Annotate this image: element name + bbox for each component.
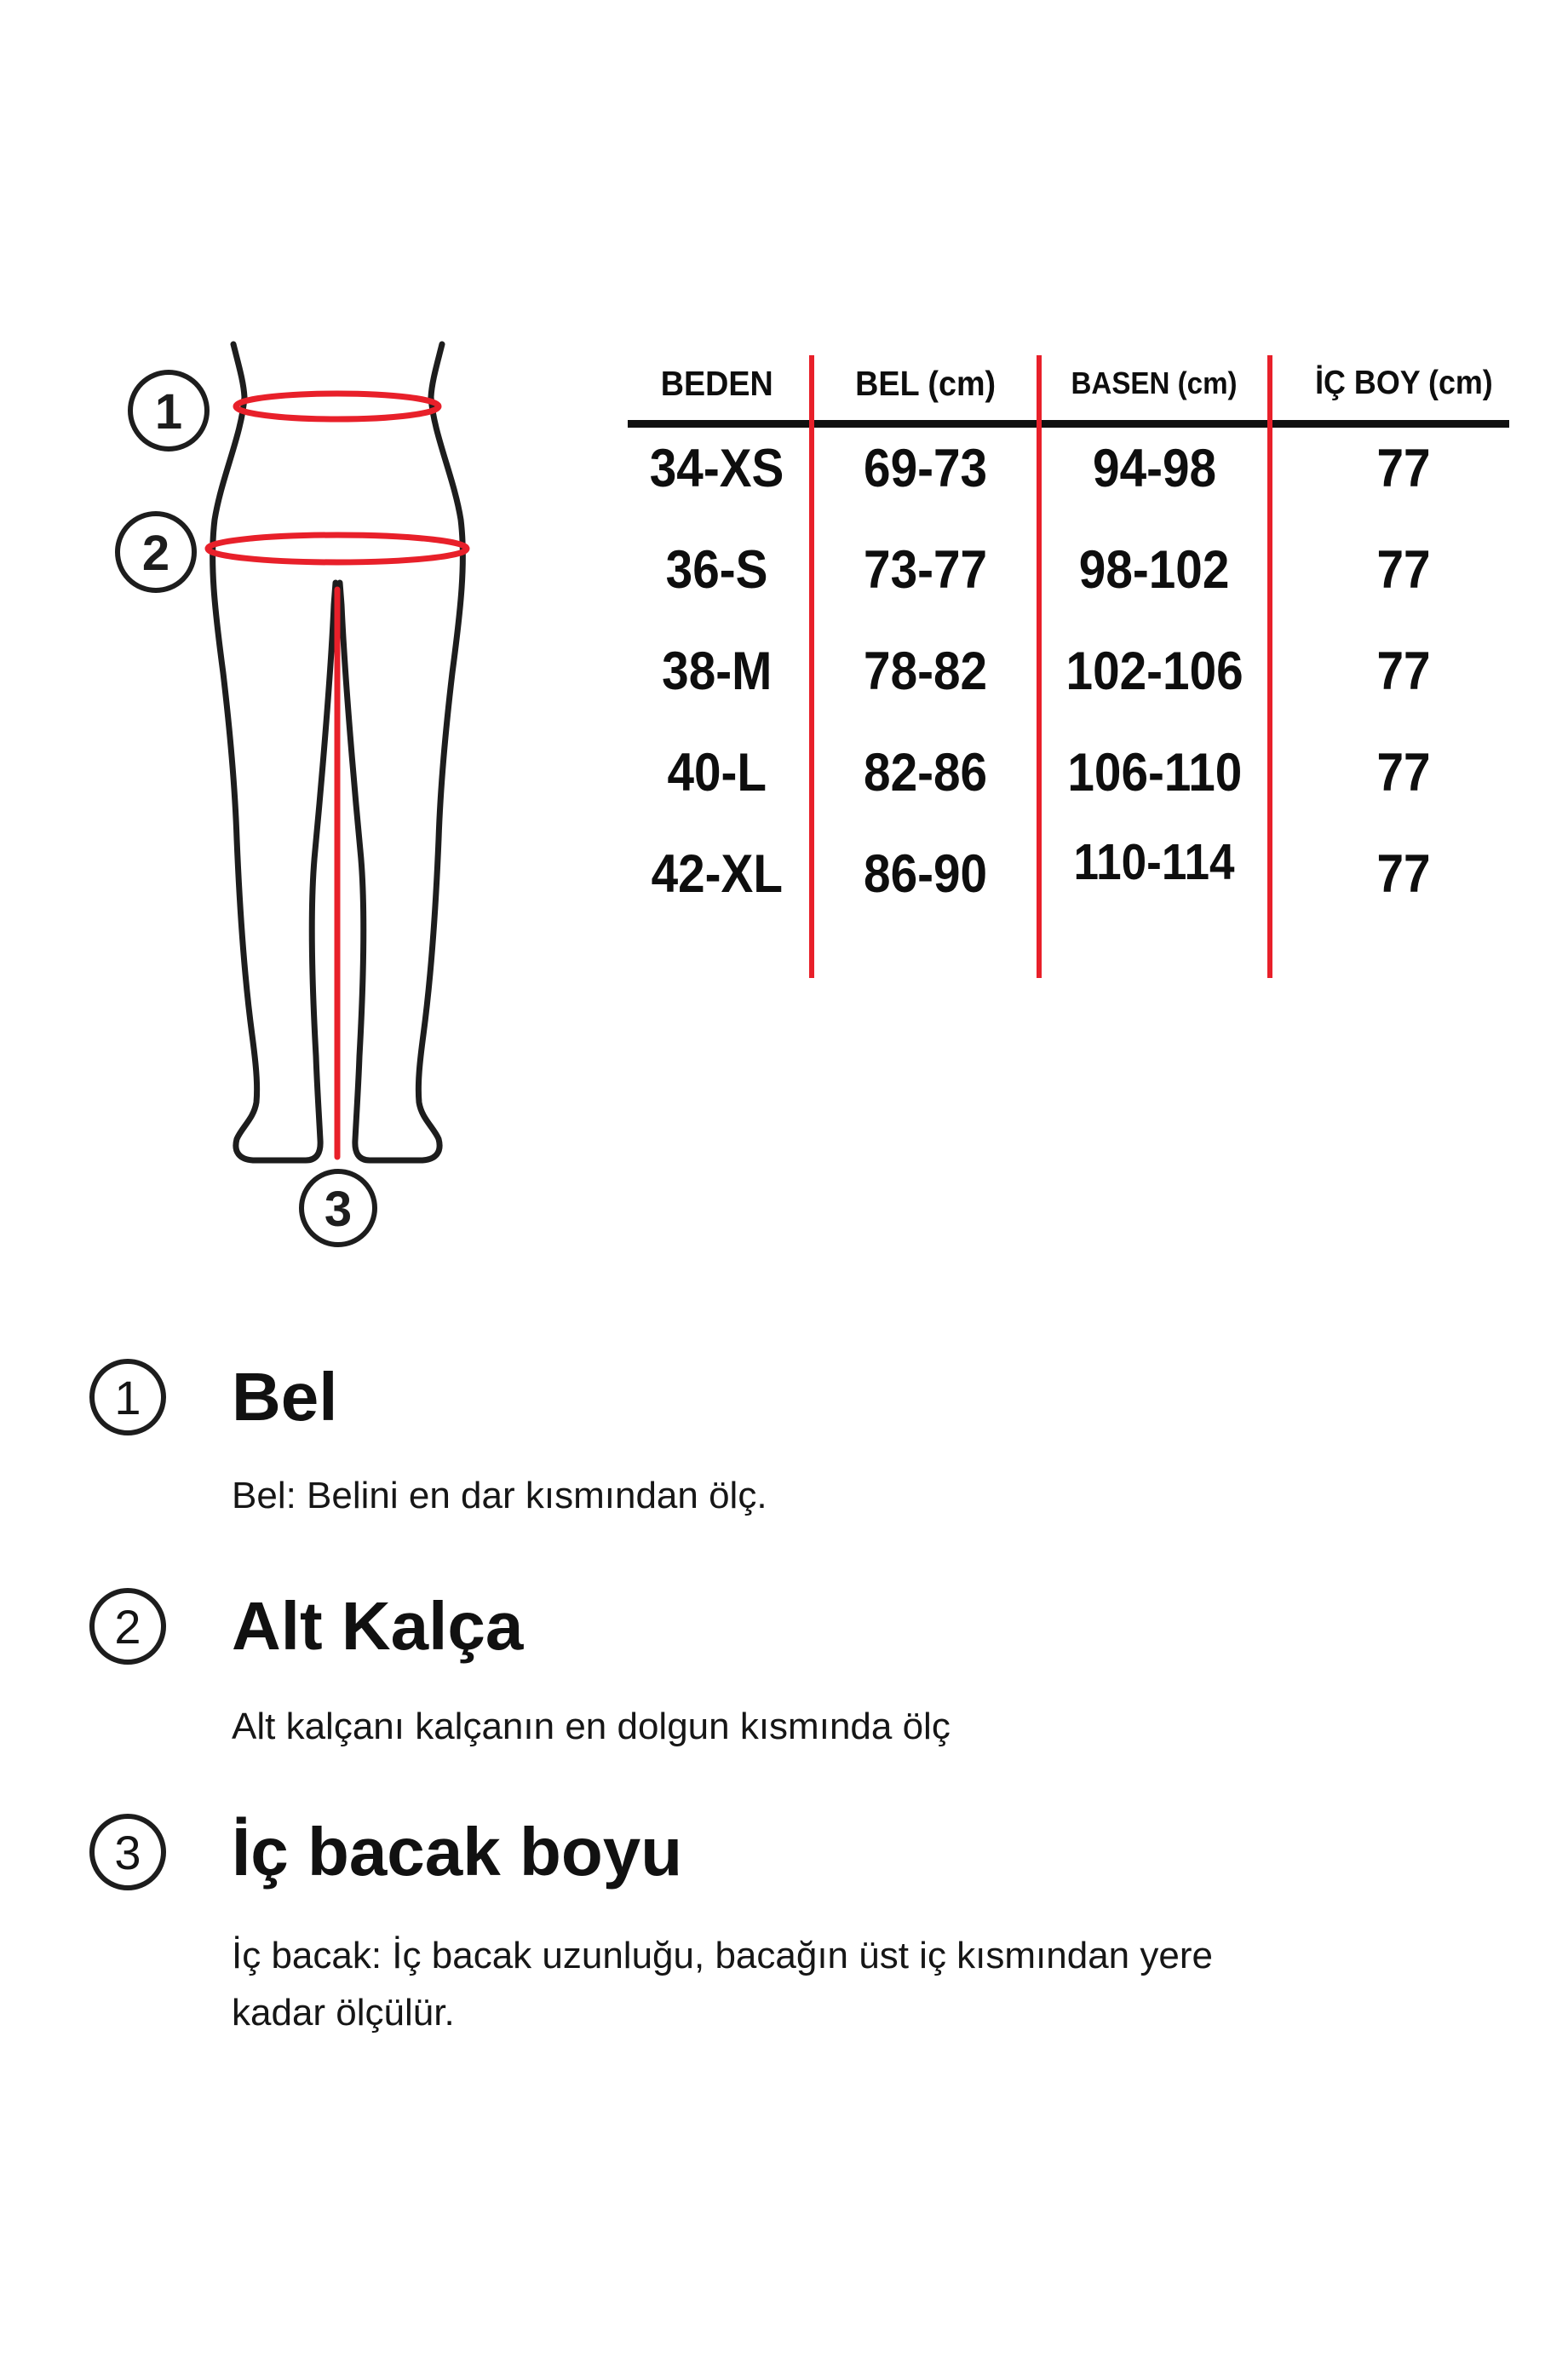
size-cell: 69-73 bbox=[863, 438, 988, 498]
size-cell: 38-M bbox=[661, 641, 773, 701]
size-cell: 110-114 bbox=[1073, 833, 1235, 890]
legs-figure-svg bbox=[77, 328, 520, 1274]
guide-number-1: 1 bbox=[114, 1370, 141, 1424]
size-cell: 78-82 bbox=[863, 641, 988, 701]
waist-measure-line bbox=[236, 394, 439, 419]
size-table-body bbox=[622, 417, 1537, 924]
size-table-header-row bbox=[622, 345, 1537, 422]
size-cell: 102-106 bbox=[1065, 641, 1243, 701]
guide-title-alt-kalca: Alt Kalça bbox=[232, 1588, 524, 1664]
figure-callout-3-number: 3 bbox=[324, 1182, 353, 1237]
size-cell: 42-XL bbox=[651, 843, 783, 904]
guide-description-line: kadar ölçülür. bbox=[232, 1992, 455, 2034]
guide-title-ic-bacak-boyu: İç bacak boyu bbox=[232, 1814, 683, 1890]
hip-measure-line bbox=[208, 535, 467, 562]
size-cell: 77 bbox=[1376, 843, 1431, 904]
guide-number-badge-2 bbox=[89, 1588, 166, 1665]
column-header-bel: BEL (cm) bbox=[855, 363, 996, 403]
guide-description-line: İç bacak: İç bacak uzunluğu, bacağın üst iç kısmından yere bbox=[232, 1935, 1213, 1976]
column-header-beden: BEDEN bbox=[660, 363, 773, 403]
guide-description-line: Alt kalçanı kalçanın en dolgun kısmında ölç bbox=[232, 1706, 951, 1747]
guide-number-3: 3 bbox=[114, 1825, 141, 1879]
size-table bbox=[622, 345, 1537, 992]
guide-description-line: Bel: Belini en dar kısmından ölç. bbox=[232, 1475, 767, 1516]
column-header-basen: BASEN (cm) bbox=[1071, 365, 1238, 400]
figure-callout-2-number: 2 bbox=[141, 526, 170, 581]
legs-measurement-figure bbox=[77, 328, 520, 1274]
figure-callout-1-number: 1 bbox=[154, 384, 183, 440]
column-header-ic-boy: İÇ BOY (cm) bbox=[1314, 365, 1493, 401]
guide-description-alt-kalca bbox=[232, 1698, 951, 1755]
size-cell: 77 bbox=[1376, 742, 1431, 803]
size-cell: 94-98 bbox=[1092, 438, 1217, 498]
size-cell: 86-90 bbox=[863, 843, 988, 904]
size-cell: 106-110 bbox=[1067, 742, 1242, 803]
size-cell: 73-77 bbox=[863, 539, 988, 600]
size-cell: 77 bbox=[1376, 539, 1431, 600]
size-cell: 98-102 bbox=[1079, 539, 1230, 600]
size-cell: 36-S bbox=[665, 539, 768, 600]
size-cell: 34-XS bbox=[649, 438, 784, 498]
body-outline-right bbox=[340, 344, 462, 1160]
guide-title-bel: Bel bbox=[232, 1359, 338, 1435]
guide-number-badge-1 bbox=[89, 1359, 166, 1435]
size-cell: 77 bbox=[1376, 438, 1431, 498]
guide-number-2: 2 bbox=[114, 1599, 141, 1654]
guide-description-ic-bacak bbox=[232, 1927, 1213, 2041]
guide-number-badge-3 bbox=[89, 1814, 166, 1890]
guide-description-bel bbox=[232, 1467, 767, 1524]
body-outline-left bbox=[213, 344, 336, 1160]
size-cell: 82-86 bbox=[863, 742, 988, 803]
size-cell: 77 bbox=[1376, 641, 1431, 701]
size-cell: 40-L bbox=[667, 742, 767, 803]
